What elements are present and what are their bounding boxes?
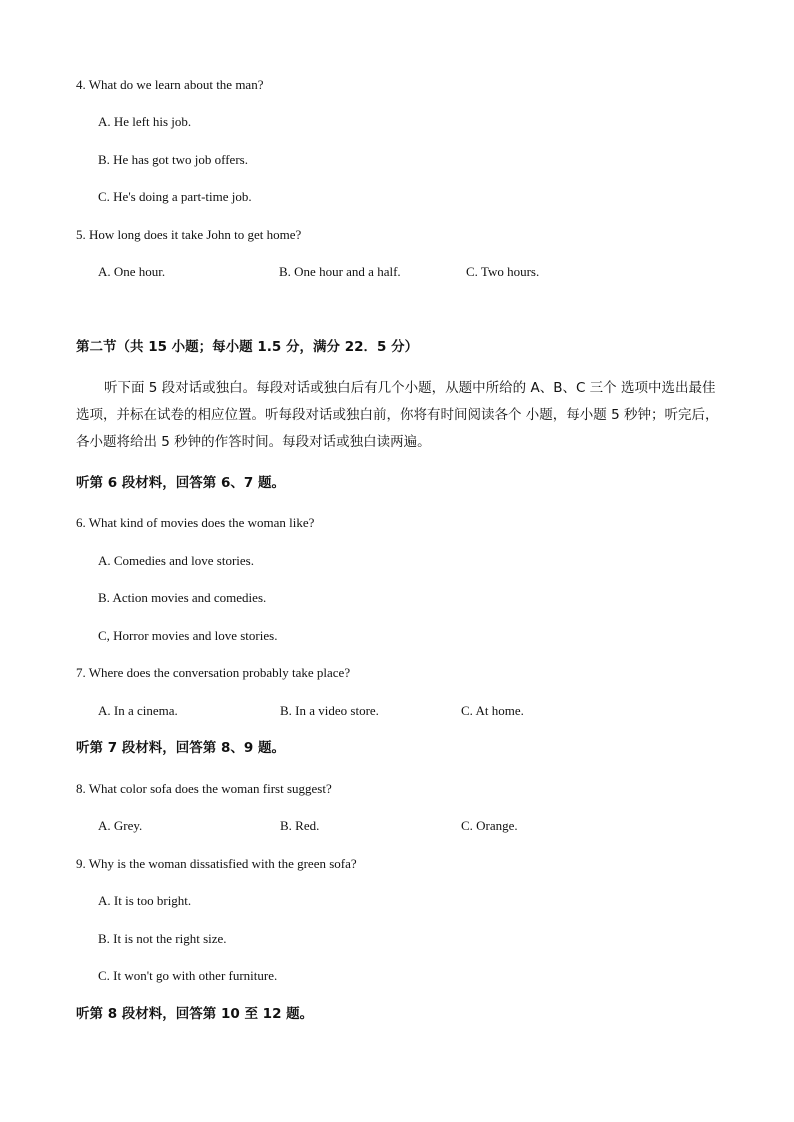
- material-7-heading: 听第 7 段材料，回答第 8、9 题。: [76, 740, 285, 756]
- q9-option-a: A. It is too bright.: [98, 893, 192, 908]
- q6-option-b: B. Action movies and comedies.: [98, 590, 267, 605]
- question-4: 4. What do we learn about the man?: [76, 77, 264, 92]
- q6-option-a: A. Comedies and love stories.: [98, 553, 254, 568]
- q9-option-c: C. It won't go with other furniture.: [98, 968, 278, 983]
- question-9: 9. Why is the woman dissatisfied with the green sofa?: [76, 856, 357, 871]
- q6-option-c: C, Horror movies and love stories.: [98, 628, 278, 643]
- material-6-heading: 听第 6 段材料，回答第 6、7 题。: [76, 475, 285, 491]
- q5-option-a: A. One hour.: [98, 264, 166, 279]
- question-8: 8. What color sofa does the woman first suggest?: [76, 781, 332, 796]
- q8-option-a: A. Grey.: [98, 818, 143, 833]
- q4-option-b: B. He has got two job offers.: [98, 152, 248, 167]
- section-2-heading: 第二节（共 15 小题；每小题 1.5 分，满分 22．5 分）: [76, 339, 419, 355]
- q4-option-a: A. He left his job.: [98, 114, 192, 129]
- q8-option-b: B. Red.: [280, 818, 320, 833]
- q7-option-b: B. In a video store.: [280, 703, 379, 718]
- q9-option-b: B. It is not the right size.: [98, 931, 227, 946]
- question-5: 5. How long does it take John to get home?: [76, 227, 302, 242]
- q8-option-c: C. Orange.: [461, 818, 518, 833]
- material-8-heading: 听第 8 段材料，回答第 10 至 12 题。: [76, 1006, 314, 1022]
- question-6: 6. What kind of movies does the woman like?: [76, 515, 315, 530]
- q4-option-c: C. He's doing a part-time job.: [98, 189, 252, 204]
- question-7: 7. Where does the conversation probably take place?: [76, 665, 351, 680]
- q5-option-b: B. One hour and a half.: [279, 264, 401, 279]
- q7-option-c: C. At home.: [461, 703, 524, 718]
- q7-option-a: A. In a cinema.: [98, 703, 178, 718]
- q5-option-c: C. Two hours.: [466, 264, 540, 279]
- section-2-instructions: 听下面 5 段对话或独白。每段对话或独白后有几个小题，从题中所给的 A、B、C 三个 选项中选出最佳选项，并标在试卷的相应位置。听每段对话或独白前，你将有时间阅读各个 小题，每小题 5 秒钟；听完后，各小题将给出 5 秒钟的作答时间。每段对话或独白读两遍。: [76, 380, 719, 450]
